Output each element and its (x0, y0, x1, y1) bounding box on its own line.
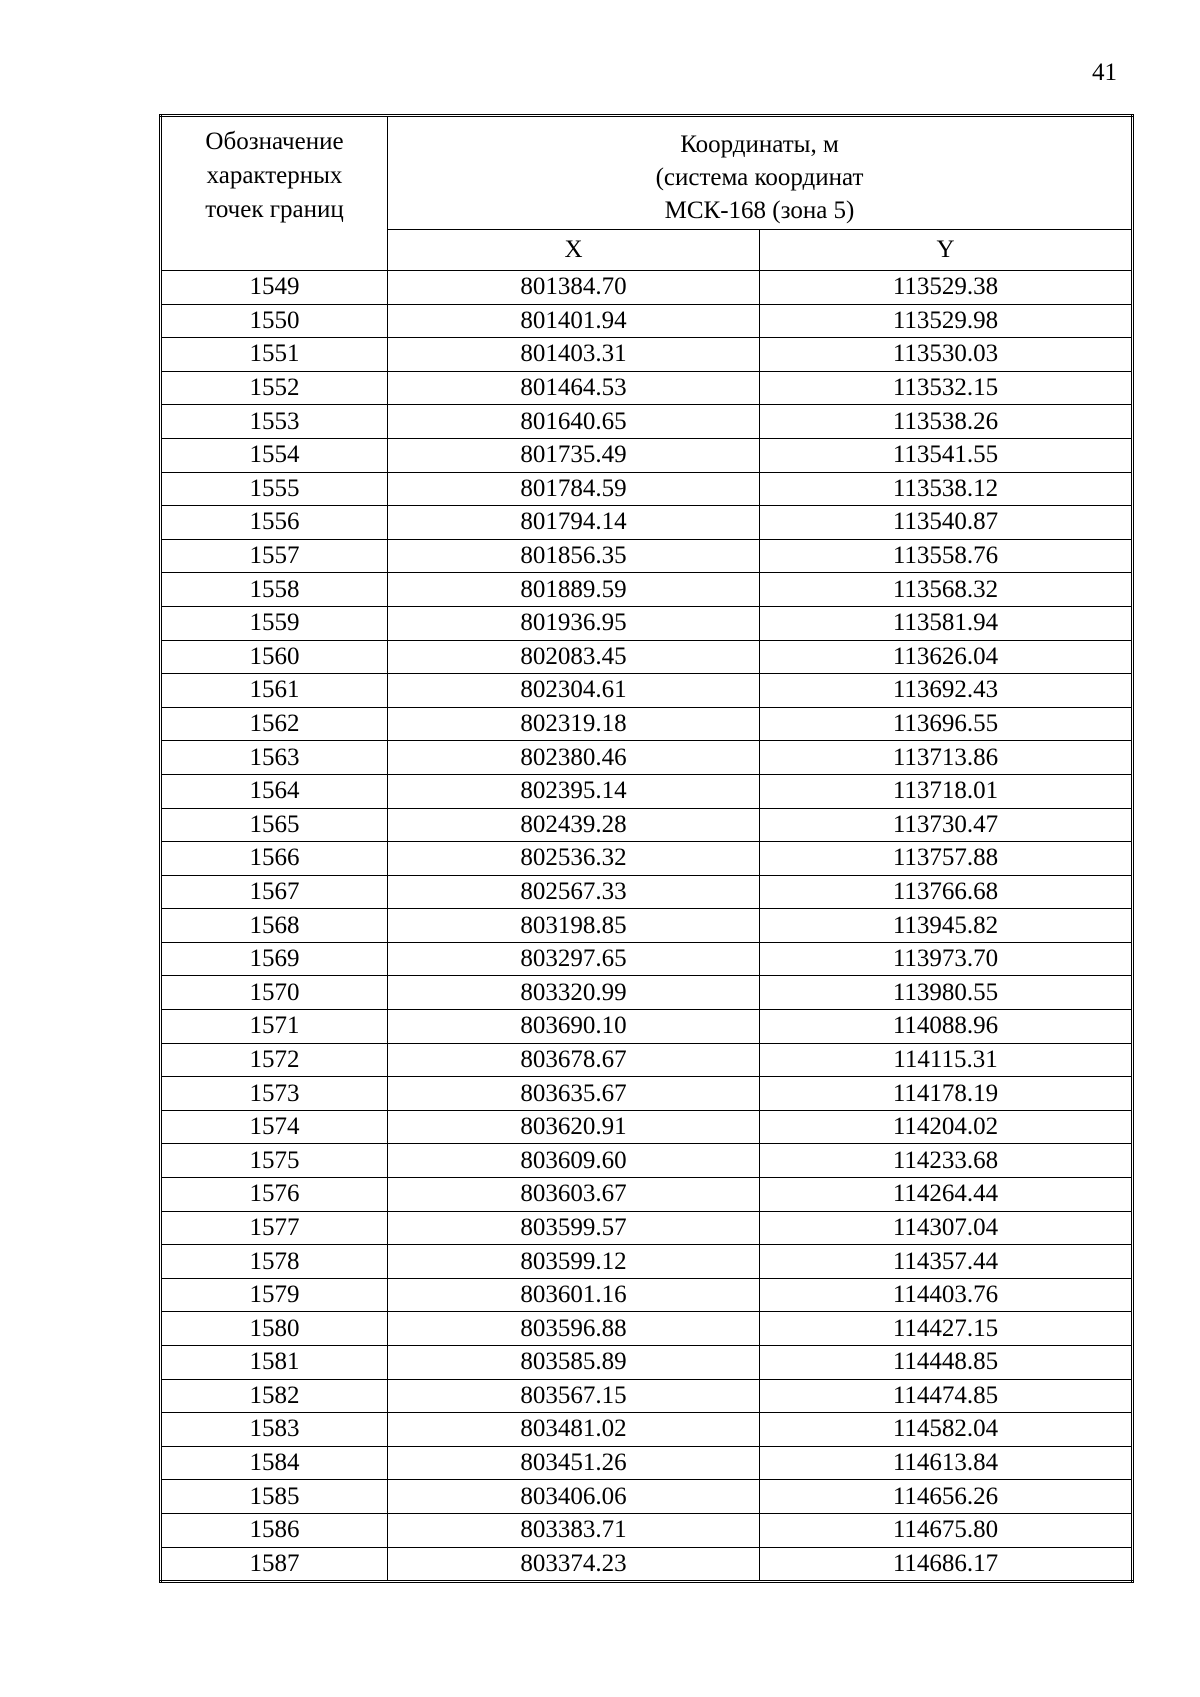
x-cell: 803599.12 (388, 1245, 760, 1279)
y-cell: 114115.31 (760, 1043, 1133, 1077)
table-row (161, 808, 1133, 842)
point-cell: 1561 (161, 674, 388, 708)
table-row (161, 1077, 1133, 1111)
table-row (161, 1480, 1133, 1514)
x-cell: 801784.59 (388, 472, 760, 506)
point-cell: 1567 (161, 875, 388, 909)
point-cell: 1553 (161, 405, 388, 439)
point-cell: 1551 (161, 338, 388, 372)
x-cell: 801735.49 (388, 438, 760, 472)
table-row (161, 1144, 1133, 1178)
x-cell: 803374.23 (388, 1547, 760, 1582)
x-cell: 801889.59 (388, 573, 760, 607)
y-cell: 114613.84 (760, 1446, 1133, 1480)
point-cell: 1566 (161, 842, 388, 876)
table-row (161, 271, 1133, 305)
x-cell: 803599.57 (388, 1211, 760, 1245)
point-cell: 1574 (161, 1110, 388, 1144)
table-row (161, 506, 1133, 540)
point-cell: 1584 (161, 1446, 388, 1480)
y-cell: 113730.47 (760, 808, 1133, 842)
table-row (161, 1043, 1133, 1077)
point-cell: 1550 (161, 304, 388, 338)
x-cell: 802567.33 (388, 875, 760, 909)
point-header-line: точек границ (205, 196, 344, 223)
y-cell: 113540.87 (760, 506, 1133, 540)
point-cell: 1565 (161, 808, 388, 842)
point-cell: 1563 (161, 741, 388, 775)
point-cell: 1556 (161, 506, 388, 540)
table-row (161, 304, 1133, 338)
x-cell: 801403.31 (388, 338, 760, 372)
point-header-line: характерных (206, 162, 343, 189)
y-cell: 113973.70 (760, 942, 1133, 976)
x-cell: 803678.67 (388, 1043, 760, 1077)
y-cell: 114686.17 (760, 1547, 1133, 1582)
point-cell: 1569 (161, 942, 388, 976)
point-header-line: Обозначение (205, 128, 344, 155)
y-cell: 113980.55 (760, 976, 1133, 1010)
table-row (161, 606, 1133, 640)
x-cell: 802380.46 (388, 741, 760, 775)
point-cell: 1560 (161, 640, 388, 674)
x-cell: 803690.10 (388, 1010, 760, 1044)
table-row (161, 942, 1133, 976)
table-row (161, 842, 1133, 876)
coords-header-line: МСК-168 (зона 5) (664, 196, 855, 224)
table-row (161, 976, 1133, 1010)
table-row (161, 405, 1133, 439)
x-cell: 803603.67 (388, 1178, 760, 1212)
point-cell: 1568 (161, 909, 388, 943)
x-cell: 803198.85 (388, 909, 760, 943)
y-cell: 113538.26 (760, 405, 1133, 439)
x-cell: 801794.14 (388, 506, 760, 540)
coordinates-table (159, 114, 1134, 1583)
x-cell: 803596.88 (388, 1312, 760, 1346)
point-cell: 1583 (161, 1413, 388, 1447)
y-cell: 113692.43 (760, 674, 1133, 708)
point-cell: 1554 (161, 438, 388, 472)
table-header (161, 116, 1133, 271)
y-cell: 113626.04 (760, 640, 1133, 674)
table-row (161, 741, 1133, 775)
point-cell: 1573 (161, 1077, 388, 1111)
table-row (161, 338, 1133, 372)
y-cell: 113558.76 (760, 539, 1133, 573)
y-cell: 114233.68 (760, 1144, 1133, 1178)
table-row (161, 1379, 1133, 1413)
y-cell: 114474.85 (760, 1379, 1133, 1413)
x-cell: 803601.16 (388, 1278, 760, 1312)
table-row (161, 1446, 1133, 1480)
point-column-header (161, 116, 388, 271)
y-cell: 114582.04 (760, 1413, 1133, 1447)
x-cell: 803609.60 (388, 1144, 760, 1178)
y-cell: 113568.32 (760, 573, 1133, 607)
y-cell: 114675.80 (760, 1513, 1133, 1547)
point-cell: 1579 (161, 1278, 388, 1312)
y-cell: 113529.98 (760, 304, 1133, 338)
y-cell: 114427.15 (760, 1312, 1133, 1346)
x-cell: 802319.18 (388, 707, 760, 741)
table-row (161, 707, 1133, 741)
table-row (161, 1413, 1133, 1447)
table-row (161, 1211, 1133, 1245)
point-cell: 1555 (161, 472, 388, 506)
y-cell: 114088.96 (760, 1010, 1133, 1044)
table-row (161, 1010, 1133, 1044)
table-row (161, 1245, 1133, 1279)
point-cell: 1564 (161, 774, 388, 808)
table-row (161, 1312, 1133, 1346)
point-cell: 1585 (161, 1480, 388, 1514)
point-cell: 1580 (161, 1312, 388, 1346)
y-cell: 113581.94 (760, 606, 1133, 640)
table-row (161, 1278, 1133, 1312)
point-cell: 1577 (161, 1211, 388, 1245)
x-cell: 802083.45 (388, 640, 760, 674)
x-cell: 803620.91 (388, 1110, 760, 1144)
table-body (161, 271, 1133, 1582)
page-number: 41 (1092, 59, 1117, 86)
point-cell: 1558 (161, 573, 388, 607)
x-cell: 803320.99 (388, 976, 760, 1010)
y-cell: 113766.68 (760, 875, 1133, 909)
x-cell: 803297.65 (388, 942, 760, 976)
x-cell: 803567.15 (388, 1379, 760, 1413)
table-row (161, 1110, 1133, 1144)
y-cell: 114656.26 (760, 1480, 1133, 1514)
coords-header-line: (система координат (655, 163, 864, 191)
y-cell: 113530.03 (760, 338, 1133, 372)
table-row (161, 1178, 1133, 1212)
x-cell: 801401.94 (388, 304, 760, 338)
point-cell: 1582 (161, 1379, 388, 1413)
x-cell: 801856.35 (388, 539, 760, 573)
point-cell: 1572 (161, 1043, 388, 1077)
y-cell: 114204.02 (760, 1110, 1133, 1144)
point-cell: 1552 (161, 371, 388, 405)
x-cell: 802395.14 (388, 774, 760, 808)
x-cell: 801640.65 (388, 405, 760, 439)
point-cell: 1581 (161, 1346, 388, 1380)
x-cell: 803406.06 (388, 1480, 760, 1514)
point-cell: 1576 (161, 1178, 388, 1212)
table-row (161, 909, 1133, 943)
y-cell: 113757.88 (760, 842, 1133, 876)
y-column-header: Y (760, 230, 1133, 271)
point-cell: 1557 (161, 539, 388, 573)
y-cell: 114307.04 (760, 1211, 1133, 1245)
y-cell: 114403.76 (760, 1278, 1133, 1312)
y-cell: 114264.44 (760, 1178, 1133, 1212)
y-cell: 113713.86 (760, 741, 1133, 775)
y-cell: 113945.82 (760, 909, 1133, 943)
y-cell: 113538.12 (760, 472, 1133, 506)
y-cell: 113696.55 (760, 707, 1133, 741)
table-row (161, 640, 1133, 674)
table-row (161, 438, 1133, 472)
point-cell: 1575 (161, 1144, 388, 1178)
x-cell: 803585.89 (388, 1346, 760, 1380)
y-cell: 114448.85 (760, 1346, 1133, 1380)
x-column-header: X (388, 230, 760, 271)
table-row (161, 573, 1133, 607)
x-cell: 801384.70 (388, 271, 760, 305)
x-cell: 802536.32 (388, 842, 760, 876)
table-row (161, 674, 1133, 708)
x-cell: 802304.61 (388, 674, 760, 708)
table-row (161, 472, 1133, 506)
coordinates-column-header (388, 116, 1133, 230)
coords-header-line: Координаты, м (680, 130, 839, 158)
x-cell: 801936.95 (388, 606, 760, 640)
x-cell: 802439.28 (388, 808, 760, 842)
table-row (161, 875, 1133, 909)
table-row (161, 371, 1133, 405)
table-row (161, 1547, 1133, 1582)
y-cell: 114357.44 (760, 1245, 1133, 1279)
x-cell: 803451.26 (388, 1446, 760, 1480)
point-cell: 1562 (161, 707, 388, 741)
y-cell: 113529.38 (760, 271, 1133, 305)
point-cell: 1559 (161, 606, 388, 640)
point-cell: 1571 (161, 1010, 388, 1044)
x-cell: 803383.71 (388, 1513, 760, 1547)
y-cell: 113541.55 (760, 438, 1133, 472)
y-cell: 114178.19 (760, 1077, 1133, 1111)
x-cell: 803635.67 (388, 1077, 760, 1111)
y-cell: 113718.01 (760, 774, 1133, 808)
point-cell: 1570 (161, 976, 388, 1010)
table-row (161, 774, 1133, 808)
table-row (161, 1346, 1133, 1380)
point-cell: 1549 (161, 271, 388, 305)
x-cell: 801464.53 (388, 371, 760, 405)
x-cell: 803481.02 (388, 1413, 760, 1447)
point-cell: 1578 (161, 1245, 388, 1279)
point-cell: 1586 (161, 1513, 388, 1547)
y-cell: 113532.15 (760, 371, 1133, 405)
table-row (161, 539, 1133, 573)
point-cell: 1587 (161, 1547, 388, 1582)
table-row (161, 1513, 1133, 1547)
